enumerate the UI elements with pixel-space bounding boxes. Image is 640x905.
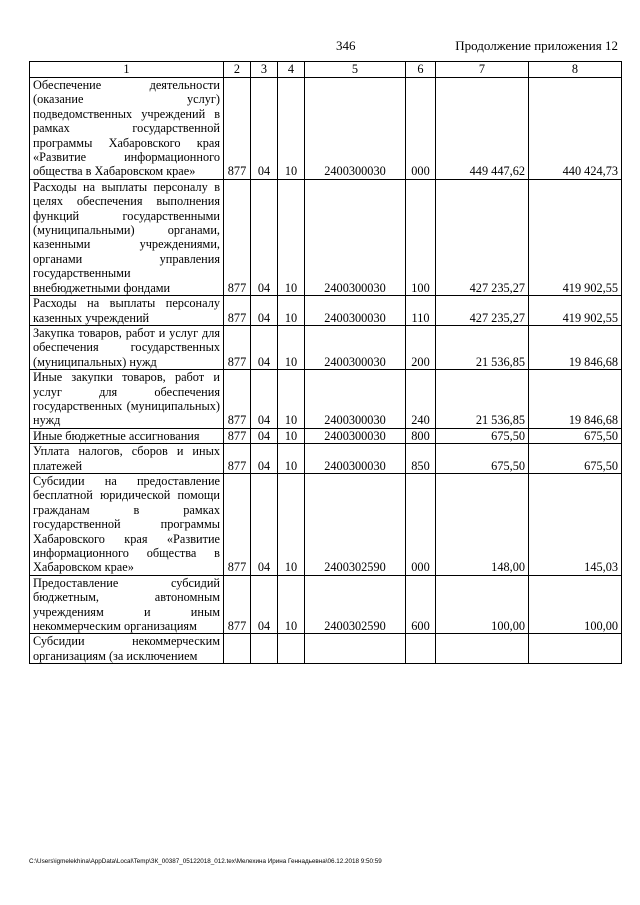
expense-type-code: 000	[406, 473, 436, 575]
expense-type-code: 100	[406, 179, 436, 295]
subsection-code	[278, 634, 305, 664]
table-row	[30, 634, 622, 664]
section-code: 04	[251, 179, 278, 295]
expense-type-code: 000	[406, 78, 436, 180]
expense-type-code: 850	[406, 444, 436, 474]
table-row	[30, 444, 622, 474]
table-row	[30, 428, 622, 443]
target-article-code: 2400302590	[305, 575, 406, 634]
amount-planned: 148,00	[436, 473, 529, 575]
expense-name: Предоставление субсидий бюджетным, автономным учреждениям и иным некоммерческим организациям	[30, 575, 224, 634]
target-article-code: 2400300030	[305, 444, 406, 474]
amount-planned: 21 536,85	[436, 325, 529, 369]
section-code: 04	[251, 296, 278, 326]
ministry-code: 877	[224, 296, 251, 326]
subsection-code: 10	[278, 428, 305, 443]
amount-executed: 419 902,55	[529, 296, 622, 326]
column-header: 3	[251, 62, 278, 78]
subsection-code: 10	[278, 325, 305, 369]
ministry-code: 877	[224, 179, 251, 295]
table-row	[30, 296, 622, 326]
header-row	[30, 62, 622, 78]
expense-name: Обеспечение деятельности (оказание услуг) подведомственных учреждений в рамках государственной программы Хабаровского края «Развитие информационного общества в Хабаровском крае»	[30, 78, 224, 180]
section-code: 04	[251, 325, 278, 369]
section-code	[251, 634, 278, 664]
amount-executed: 440 424,73	[529, 78, 622, 180]
ministry-code	[224, 634, 251, 664]
expense-name: Расходы на выплаты персоналу в целях обеспечения выполнения функций государственными (муниципальными) органами, казенными учреждениями, органами управления государственными внебюджетными фондами	[30, 179, 224, 295]
subsection-code: 10	[278, 444, 305, 474]
amount-planned: 427 235,27	[436, 296, 529, 326]
amount-planned: 675,50	[436, 444, 529, 474]
subsection-code: 10	[278, 473, 305, 575]
target-article-code: 2400300030	[305, 370, 406, 429]
table-row	[30, 325, 622, 369]
expense-name: Иные бюджетные ассигнования	[30, 428, 224, 443]
column-header: 7	[436, 62, 529, 78]
column-header: 1	[30, 62, 224, 78]
target-article-code: 2400302590	[305, 473, 406, 575]
amount-executed: 100,00	[529, 575, 622, 634]
expense-name: Закупка товаров, работ и услуг для обеспечения государственных (муниципальных) нужд	[30, 325, 224, 369]
expense-name: Субсидии некоммерческим организациям (за исключением	[30, 634, 224, 664]
section-code: 04	[251, 370, 278, 429]
expense-type-code: 240	[406, 370, 436, 429]
column-header: 6	[406, 62, 436, 78]
table-row	[30, 179, 622, 295]
column-header: 5	[305, 62, 406, 78]
ministry-code: 877	[224, 575, 251, 634]
expense-type-code: 110	[406, 296, 436, 326]
continuation-label: Продолжение приложения 12	[455, 38, 618, 53]
section-code: 04	[251, 473, 278, 575]
amount-planned: 100,00	[436, 575, 529, 634]
target-article-code: 2400300030	[305, 179, 406, 295]
subsection-code: 10	[278, 296, 305, 326]
expense-name: Иные закупки товаров, работ и услуг для обеспечения государственных (муниципальных) нужд	[30, 370, 224, 429]
expense-type-code	[406, 634, 436, 664]
amount-executed	[529, 634, 622, 664]
ministry-code: 877	[224, 428, 251, 443]
amount-executed: 419 902,55	[529, 179, 622, 295]
ministry-code: 877	[224, 78, 251, 180]
section-code: 04	[251, 444, 278, 474]
ministry-code: 877	[224, 473, 251, 575]
footer-file-path: C:\Users\igmelekhina\AppData\Local\Temp\ЗК_00387_05122018_012.tex\Мелехина Ирина Геннадьевна\06.12.2018 9:50:59	[29, 858, 382, 865]
section-code: 04	[251, 78, 278, 180]
column-header: 8	[529, 62, 622, 78]
subsection-code: 10	[278, 179, 305, 295]
expense-name: Субсидии на предоставление бесплатной юридической помощи гражданам в рамках государственной программы Хабаровского края «Развитие информационного общества в Хабаровском крае»	[30, 473, 224, 575]
amount-executed: 19 846,68	[529, 325, 622, 369]
amount-executed: 675,50	[529, 428, 622, 443]
expense-type-code: 200	[406, 325, 436, 369]
expense-type-code: 800	[406, 428, 436, 443]
target-article-code: 2400300030	[305, 428, 406, 443]
section-code: 04	[251, 428, 278, 443]
amount-planned	[436, 634, 529, 664]
amount-executed: 19 846,68	[529, 370, 622, 429]
target-article-code	[305, 634, 406, 664]
target-article-code: 2400300030	[305, 78, 406, 180]
amount-executed: 675,50	[529, 444, 622, 474]
amount-planned: 21 536,85	[436, 370, 529, 429]
ministry-code: 877	[224, 444, 251, 474]
amount-planned: 449 447,62	[436, 78, 529, 180]
target-article-code: 2400300030	[305, 325, 406, 369]
table-row	[30, 575, 622, 634]
table-row	[30, 78, 622, 180]
target-article-code: 2400300030	[305, 296, 406, 326]
page-number: 346	[336, 38, 356, 53]
subsection-code: 10	[278, 370, 305, 429]
subsection-code: 10	[278, 575, 305, 634]
expense-type-code: 600	[406, 575, 436, 634]
column-header: 4	[278, 62, 305, 78]
amount-planned: 675,50	[436, 428, 529, 443]
budget-table	[29, 61, 622, 664]
subsection-code: 10	[278, 78, 305, 180]
section-code: 04	[251, 575, 278, 634]
table-row	[30, 473, 622, 575]
ministry-code: 877	[224, 325, 251, 369]
expense-name: Уплата налогов, сборов и иных платежей	[30, 444, 224, 474]
column-header: 2	[224, 62, 251, 78]
expense-name: Расходы на выплаты персоналу казенных учреждений	[30, 296, 224, 326]
ministry-code: 877	[224, 370, 251, 429]
amount-executed: 145,03	[529, 473, 622, 575]
table-row	[30, 370, 622, 429]
amount-planned: 427 235,27	[436, 179, 529, 295]
